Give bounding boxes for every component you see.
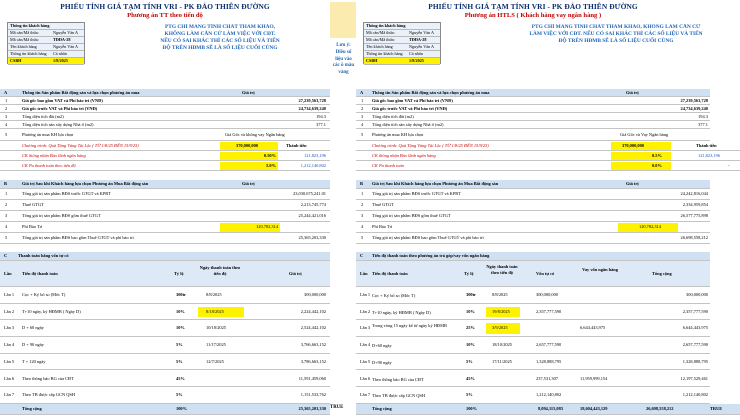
section-b-header: B Giá trị Sau khi Khách hàng lựa chọn Phương án Mua Bất động sản Giá trị: [356, 180, 710, 189]
schedule-column-headers: Lần Tiến độ thanh toán Tỷ lệ Ngày thanh toán theo tiến độ Vốn tự có Vay vốn ngân hàng Tổng cộng: [356, 261, 710, 287]
sheet-title: PHIẾU TÍNH GIÁ TẠM TÍNH VRI - PK ĐẢO THIÊN ĐƯỜNG: [428, 2, 638, 11]
schedule-row: Lần 6 Theo thông báo BG của CĐT 45% 11,591,459,060: [0, 371, 330, 388]
promo-row: Chương trình: Quà Tặng Vàng Tài Lộc ( TỪ 1/8/25 ĐẾN 15/9/25) 370,000,000 Thành tiền: [0, 141, 330, 151]
table-row: 2 Giá gốc trước VAT và Phí bảo trì (VNĐ) 24,734,639,240: [356, 105, 710, 113]
customer-info-header: Thông tin khách hàng: [364, 23, 440, 30]
customer-info-header: Thông tin khách hàng: [8, 23, 84, 30]
sheet-title: PHIẾU TÍNH GIÁ TẠM TÍNH VRI - PK ĐẢO THIÊN ĐƯỜNG: [60, 2, 270, 11]
section-c-header: C Tiến độ thanh toán theo phương án trả góp/vay vốn ngân hàng: [356, 252, 710, 261]
maintenance-fee-row: 4 Phí Bảo Trì 120,782,314: [0, 222, 330, 233]
table-row: 2 Giá gốc trước VAT và Phí bảo trì (VNĐ) 24,734,639,240: [0, 105, 330, 113]
section-a-header: A Thông tin Sản phẩm Bất động sản và lựa chọn phương án mua Giá trị: [0, 89, 330, 97]
table-row: 4 Tổng diện tích sàn xây dựng Nhà ở (m2) 377.1: [0, 121, 330, 129]
sheet-subtitle: Phương án HTLS ( Khách hàng vay ngân hàng ): [464, 12, 602, 19]
table-row: 3 Tổng diện tích đất (m2) 194.3: [356, 113, 710, 121]
table-row: 4 Tổng diện tích sàn xây dựng Nhà ở (m2) 377.1: [356, 121, 710, 129]
customer-row[interactable]: Mã căn/Mã thửa: Nguyễn Văn A: [8, 30, 84, 37]
customer-row[interactable]: Tên khách hàng Nguyễn Văn A: [8, 44, 84, 51]
schedule-total-row: Tổng cộng 100% 25,365,203,330: [0, 404, 330, 415]
maintenance-fee-row: 4 Phí Bảo Trì 120,782,314: [356, 222, 710, 233]
discount-row: CK thông nhận Bảo lãnh ngân hàng 0.5% 121,823,196: [356, 151, 740, 161]
table-row: 2 Thuế GTGT 2,213,745,774: [0, 200, 330, 211]
customer-info-box: [363, 22, 441, 64]
customer-row[interactable]: Thông tin khách hàng Cá nhân: [8, 51, 84, 58]
section-a-header: A Thông tin Sản phẩm Bất động sản và lựa chọn phương án mua Giá trị: [356, 89, 710, 97]
table-row: 1 Giá gốc bao gồm VAT và Phí bảo trì (VNĐ) 27,239,563,728: [356, 97, 710, 105]
table-row: 1 Tổng giá trị sản phẩm BĐS trước GTGT và KPBT 23,030,675,241.01: [0, 189, 330, 200]
section-b-header: B Giá trị Sau khi Khách hàng lựa chọn Phương án Mua Bất động sản Giá trị: [0, 180, 330, 189]
schedule-row: Lần 4 D + 90 ngày 5% 11/17/2025 3,766,663,152: [0, 337, 330, 354]
customer-row[interactable]: Mã căn/Mã thửa: TĐĐA-28: [8, 37, 84, 44]
yellow-cells-note: Lưu ý: Điều số liệu vào các ô màu vàng: [332, 43, 355, 75]
divider-column: [330, 0, 356, 420]
customer-row[interactable]: Tên khách hàng Nguyễn Văn A: [364, 44, 440, 51]
total-check-right: TRUE: [710, 406, 723, 411]
disclaimer-text: PTG CHỈ MANG TÍNH CHẤT THAM KHẢO, KHÔNG LÀM CĂN CỨ LÀM VIỆC VỚI CĐT. NẾU CÓ SAI KHÁC THÌ CÁC SỐ LIỆU VÀ TIẾN ĐỘ TRÊN HĐMB SẼ LÀ SỐ LIỆU CUỐI CÙNG: [529, 24, 703, 45]
table-row: 1 Tổng giá trị sản phẩm BĐS trước GTGT và KPBT 24,242,816,044: [356, 189, 710, 200]
schedule-row: Lần 2 T+10 ngày, ký HĐMB ( Ngày D) 10% 8/18/2025 2,224,442,102: [0, 304, 330, 321]
schedule-row: Lần 7 Theo TB được cấp GCN QSH 5% 1,212,140,802 1,212,140,802: [356, 387, 710, 404]
schedule-row: Lần 5 T + 120 ngày 5% 12/7/2025 3,786,663,152: [0, 354, 330, 371]
customer-row-csbh[interactable]: CSBH 1/8/2025: [364, 58, 440, 65]
table-row: 3 Tổng giá trị sản phẩm BĐS gồm thuế GTGT 26,577,775,898: [356, 211, 710, 222]
customer-row[interactable]: Mã căn/Mã thửa: Nguyễn Văn A: [364, 30, 440, 37]
plan-select-row[interactable]: 5 Phương án mua KH lựa chọn Giá Gốc và Vay Ngân hàng: [356, 129, 710, 141]
total-check-left: TRUE: [330, 405, 344, 410]
plan-select-row[interactable]: 5 Phương án mua KH lựa chọn Giá Gốc và không vay Ngân hàng: [0, 129, 330, 141]
discount-row: CK Pa thanh toán theo tiến độ 5.0% 1,212,140,802: [0, 161, 330, 171]
promo-row: Chương trình: Quà Tặng Vàng Tài Lộc ( TỪ 1/8/25 ĐẾN 15/9/25) 370,000,000 Thành tiền: [356, 141, 740, 151]
schedule-row: Lần 1 Cọc + Ký bổ so (Mốc T) 300tr 8/8/2025 300,000,000: [0, 287, 330, 304]
table-row: 5 Tổng giá trị sản phẩm BĐS bao gồm Thuế GTGT và phí bảo trì 26,698,558,212: [356, 233, 710, 244]
schedule-row: Lần 3 Trong vòng 15 ngày kể từ ngày ký HĐMB 25% 3/9/2025 6,644,443,975 6,644,443,975: [356, 320, 710, 337]
customer-row[interactable]: Mã căn/Mã thửa: TĐĐA-28: [364, 37, 440, 44]
customer-row[interactable]: Thông tin khách hàng Cá nhân: [364, 51, 440, 58]
table-row: 2 Thuế GTGT 2,334,959,854: [356, 200, 710, 211]
schedule-row: Lần 1 Cọc + Ký bổ so (Mốc T) 300tr 8/8/2025 300,000,000 300,000,000: [356, 287, 710, 304]
left-quote-sheet: [0, 0, 330, 420]
table-row: 5 Tổng giá trị sản phẩm BĐS bao gồm Thuế GTGT và phí bảo trì 25,365,203,330: [0, 233, 330, 244]
section-c-header: C Thanh toán bằng vốn tự có: [0, 252, 330, 261]
schedule-row: Lần 4 D+60 ngày 10% 18/10/2025 2,657,777,590 2,657,777,590: [356, 337, 710, 354]
schedule-row: Lần 6 Theo thông báo BG của CĐT 45% 237,531,307 11,959,999,154 12,197,529,461: [356, 371, 710, 388]
discount-row: CK Pa thanh toán 0.0% -: [356, 161, 740, 171]
table-row: 3 Tổng diện tích đất (m2) 194.3: [0, 113, 330, 121]
logo-watermark: [330, 2, 356, 38]
disclaimer-text: PTG CHỈ MANG TÍNH CHẤT THAM KHẢO, KHÔNG LÀM CĂN CỨ LÀM VIỆC VỚI CĐT. NẾU CÓ SAI KHÁC THÌ CÁC SỐ LIỆU VÀ TIẾN ĐỘ TRÊN HĐMB SẼ LÀ SỐ LIỆU CUỐI CÙNG: [160, 24, 280, 52]
discount-row: CK thông nhận Bảo lãnh ngân hàng 0.50% 121,823,196: [0, 151, 330, 161]
schedule-column-headers: Lần Tiến độ thanh toán Tỷ lệ Ngày thanh toán theo tiến độ Giá trị: [0, 261, 330, 287]
schedule-row: Lần 2 T+10 ngày, ký HĐMB ( Ngày D) 10% 19/8/2025 2,357,777,590 2,357,777,590: [356, 304, 710, 321]
schedule-total-row: Tổng cộng 100% 8,094,115,083 18,604,443,129 26,698,558,212 TRUE: [356, 404, 740, 415]
right-quote-sheet: [356, 0, 740, 420]
sheet-subtitle: Phương án TT theo tiến độ: [127, 12, 203, 19]
schedule-row: Lần 7 Theo TB được cấp GCN QSH 5% 1,151,533,762: [0, 387, 330, 404]
table-row: 1 Giá gốc bao gồm VAT và Phí bảo trì (VNĐ) 27,239,563,728: [0, 97, 330, 105]
schedule-row: Lần 3 D + 60 ngày 10% 10/18/2025 2,524,442,102: [0, 320, 330, 337]
schedule-row: Lần 5 D+90 ngày 5% 17/11/2025 1,328,888,795 1,328,888,795: [356, 354, 710, 371]
table-row: 3 Tổng giá trị sản phẩm BĐS gồm thuế GTGT 25,244,421,016: [0, 211, 330, 222]
customer-info-box: [7, 22, 85, 64]
customer-row-csbh[interactable]: CSBH 1/8/2025: [8, 58, 84, 65]
